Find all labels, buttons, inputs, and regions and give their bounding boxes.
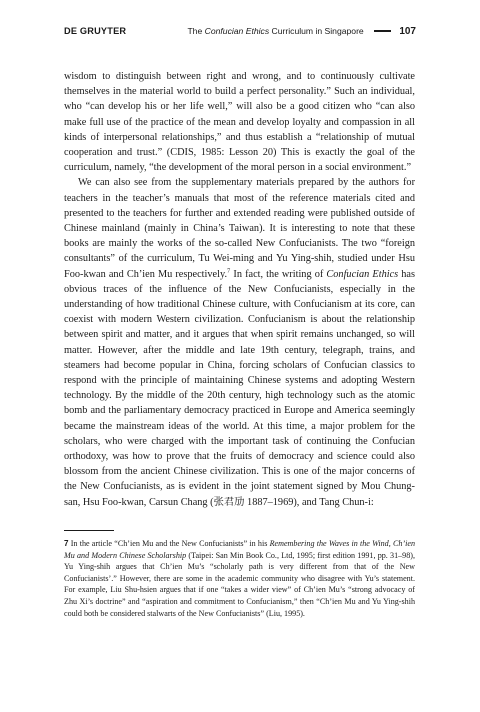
running-title-italic: Confucian Ethics	[204, 26, 270, 36]
publisher-name: DE GRUYTER	[64, 26, 127, 36]
footnote-part-1: In the article “Ch’ien Mu and the New Confucianists” in his	[68, 539, 270, 548]
footnote-7	[64, 538, 415, 619]
footnote-rule	[64, 530, 114, 531]
paragraph-2	[64, 175, 415, 509]
paragraph-2-part-1: We can also see from the supplementary materials prepared by the authors for teachers in the teacher’s manuals that most of the reference materials cited and presented to the teachers for further and extended reading were published outside of Chinese mainland (mainly in China’s Taiwan). It is interesting to note that these books are mainly the works of the so-called New Confucianists. The two “foreign consultants” of the curriculum, Tu Wei-ming and Yu Ying-shih, studied under Hsu Foo-kwan and Ch’ien Mu respectively.	[64, 177, 415, 280]
paragraph-2-part-2: In fact, the writing of	[230, 268, 327, 280]
running-title-pre: The	[187, 26, 205, 36]
paragraph-1: wisdom to distinguish between right and wrong, and to continuously cultivate themselves in the material world to build a perfect personality.” Such an individual, who “can develop his or her life well,” will also be a good citizen who “can also make full use of the practice of the mean and develop loyalty and compassion in all kinds of interpersonal relationships,” and thus establish a “relationship of mutual cooperation and trust.” (CDIS, 1985: Lesson 20) This is exactly the goal of the curriculum, namely, “the development of the moral person in a social environment.”	[64, 71, 415, 174]
running-header	[64, 26, 416, 42]
footnote-reference-7[interactable]: 7	[227, 267, 231, 275]
footnote-number: 7	[64, 539, 69, 548]
main-text	[64, 69, 415, 510]
paragraph-2-italic-title: Confucian Ethics	[326, 268, 399, 280]
running-title-post: Curriculum in Singapore	[269, 26, 364, 36]
header-right	[187, 26, 416, 37]
page-number: 107	[399, 26, 416, 37]
footnote-part-2: (Taipei: San Min Book Co., Ltd, 1995; first edition 1991, pp. 31–98), Yu Ying-shih argues that Ch’ien Mu’s “scholarly path is very different from that of the New Confucianists’.” However, there are some in the academic community who disagree with Yu’s statement. For example, Liu Shu-hsien argues that if one “takes a wider view” of Ch’ien Mu’s “strong advocacy of Zhu Xi’s doctrine” and “aspiration and commitment to Confucianism,” then “Ch’ien Mu and Yu Ying-shih could both be considered stalwarts of the New Confucianists” (Liu, 1995).	[64, 550, 415, 618]
running-title	[187, 26, 363, 36]
footnote-italic-book: Remembering the Waves in the Wind, Ch’ien Mu and Modern Chinese Scholarship	[64, 539, 415, 560]
header-rule	[374, 30, 391, 32]
paragraph-2-part-3: has obvious traces of the influence of the New Confucianists, especially in the understanding of how traditional Chinese culture, with Confucianism at its core, can coexist with modern Western civilization. Confucianism is about the relationship between spirit and matter, and it argues that when spirit remains unchanged, so will matter. However, after the middle and late 19th century, telegraph, trains, and steamers had become popular in China, forcing scholars of Confucian classics to respond with the principle of maintaining Chinese systems and adopting Western technology. By the middle of the 20th century, high technology such as the atomic bomb and the parliamentary democracy practiced in Europe and America seemingly became the mainstream ideas of the world. At this time, a major problem for the scholars, who were charged with the important task of continuing the Confucian orthodoxy, was how to prove that the fruits of democracy and science could also blossom from the ancient Chinese civilization. This is one of the major concerns of the New Confucianists, as is evident in the joint statement signed by Mou Chung-san, Hsu Foo-kwan, Carsun Chang (张君劢 1887–1969), and Tang Chun-i:	[64, 268, 415, 508]
